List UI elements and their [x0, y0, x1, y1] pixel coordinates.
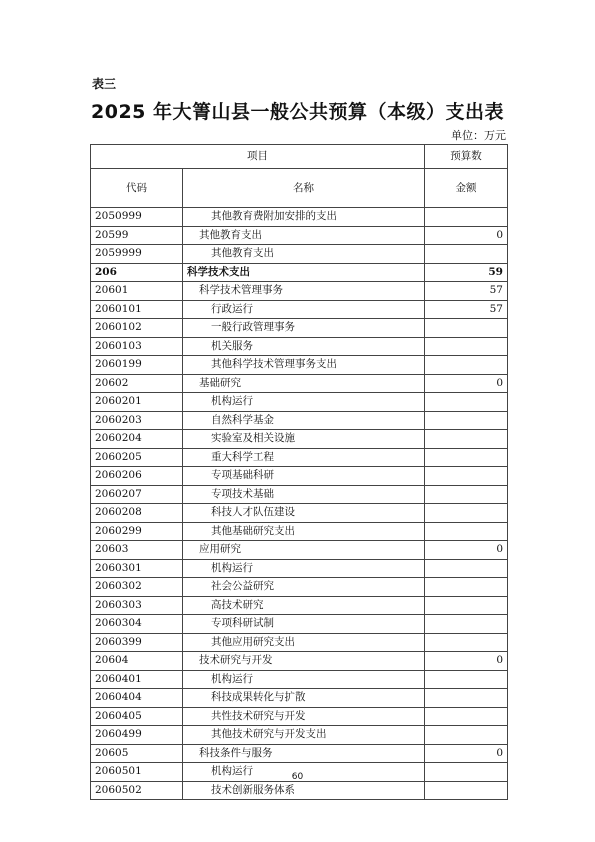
row-name: 行政运行 — [183, 300, 425, 319]
table-row — [91, 633, 508, 652]
row-name: 其他技术研究与开发支出 — [183, 726, 425, 745]
row-amount — [425, 467, 508, 486]
table-row — [91, 263, 508, 282]
row-amount — [425, 726, 508, 745]
table-row — [91, 652, 508, 671]
header-row-bottom — [91, 169, 508, 208]
row-amount — [425, 485, 508, 504]
row-name: 科学技术支出 — [183, 263, 425, 282]
row-amount — [425, 411, 508, 430]
row-name: 其他基础研究支出 — [183, 522, 425, 541]
table-row — [91, 670, 508, 689]
row-amount — [425, 596, 508, 615]
table-label: 表三 — [92, 77, 117, 91]
table-row — [91, 744, 508, 763]
row-code: 206 — [91, 263, 183, 282]
row-amount — [425, 430, 508, 449]
table-row — [91, 282, 508, 301]
row-code: 2060404 — [91, 689, 183, 708]
row-amount — [425, 578, 508, 597]
row-amount — [425, 393, 508, 412]
row-code: 20601 — [91, 282, 183, 301]
row-name: 机构运行 — [183, 763, 425, 782]
row-code: 2060405 — [91, 707, 183, 726]
row-name: 机构运行 — [183, 559, 425, 578]
row-code: 2060201 — [91, 393, 183, 412]
table-row — [91, 541, 508, 560]
row-name: 应用研究 — [183, 541, 425, 560]
row-name: 其他教育费附加安排的支出 — [183, 208, 425, 227]
row-amount — [425, 448, 508, 467]
row-name: 共性技术研究与开发 — [183, 707, 425, 726]
table-row — [91, 726, 508, 745]
table-row — [91, 485, 508, 504]
unit-label: 单位：万元 — [451, 129, 506, 142]
row-code: 2060501 — [91, 763, 183, 782]
row-name: 科学技术管理事务 — [183, 282, 425, 301]
row-amount: 0 — [425, 744, 508, 763]
row-name: 其他科学技术管理事务支出 — [183, 356, 425, 375]
row-code: 2060199 — [91, 356, 183, 375]
row-amount — [425, 707, 508, 726]
table-row — [91, 374, 508, 393]
row-amount: 0 — [425, 652, 508, 671]
table-row — [91, 393, 508, 412]
row-amount: 59 — [425, 263, 508, 282]
header-name: 名称 — [183, 169, 425, 208]
row-code: 2060304 — [91, 615, 183, 634]
table-row — [91, 467, 508, 486]
row-name: 其他教育支出 — [183, 245, 425, 264]
table-row — [91, 337, 508, 356]
table-row — [91, 559, 508, 578]
table-row — [91, 522, 508, 541]
row-amount — [425, 781, 508, 800]
row-code: 2060203 — [91, 411, 183, 430]
table-row — [91, 300, 508, 319]
row-code: 2060502 — [91, 781, 183, 800]
row-code: 2060299 — [91, 522, 183, 541]
row-amount — [425, 245, 508, 264]
row-amount — [425, 670, 508, 689]
row-name: 自然科学基金 — [183, 411, 425, 430]
row-amount — [425, 689, 508, 708]
row-name: 基础研究 — [183, 374, 425, 393]
row-code: 2060204 — [91, 430, 183, 449]
page-title: 2025 年大箐山县一般公共预算（本级）支出表 — [91, 101, 504, 123]
row-code: 20599 — [91, 226, 183, 245]
header-budget: 预算数 — [425, 145, 508, 169]
row-code: 2060207 — [91, 485, 183, 504]
table-row — [91, 208, 508, 227]
row-name: 技术研究与开发 — [183, 652, 425, 671]
table-row — [91, 245, 508, 264]
row-name: 科技条件与服务 — [183, 744, 425, 763]
row-code: 2060208 — [91, 504, 183, 523]
table-row — [91, 356, 508, 375]
table-row — [91, 578, 508, 597]
row-name: 专项科研试制 — [183, 615, 425, 634]
table-body — [91, 208, 508, 800]
row-amount — [425, 615, 508, 634]
row-amount — [425, 522, 508, 541]
row-code: 2060399 — [91, 633, 183, 652]
table-row — [91, 707, 508, 726]
row-code: 2060401 — [91, 670, 183, 689]
row-code: 2060499 — [91, 726, 183, 745]
row-name: 重大科学工程 — [183, 448, 425, 467]
header-code: 代码 — [91, 169, 183, 208]
row-name: 机构运行 — [183, 670, 425, 689]
header-project: 项目 — [91, 145, 425, 169]
table-row — [91, 430, 508, 449]
row-name: 科技成果转化与扩散 — [183, 689, 425, 708]
table-row — [91, 319, 508, 338]
row-code: 2060103 — [91, 337, 183, 356]
row-name: 机关服务 — [183, 337, 425, 356]
row-code: 2059999 — [91, 245, 183, 264]
table-row — [91, 615, 508, 634]
page-number: 60 — [291, 772, 304, 782]
row-amount: 0 — [425, 374, 508, 393]
row-code: 20604 — [91, 652, 183, 671]
row-name: 专项基础科研 — [183, 467, 425, 486]
row-code: 2060206 — [91, 467, 183, 486]
row-amount — [425, 356, 508, 375]
row-amount — [425, 208, 508, 227]
row-name: 专项技术基础 — [183, 485, 425, 504]
header-row-top — [91, 145, 508, 169]
table-row — [91, 781, 508, 800]
row-name: 实验室及相关设施 — [183, 430, 425, 449]
row-code: 2060102 — [91, 319, 183, 338]
row-name: 科技人才队伍建设 — [183, 504, 425, 523]
row-amount: 0 — [425, 226, 508, 245]
row-code: 2060302 — [91, 578, 183, 597]
row-amount — [425, 337, 508, 356]
header-amount: 金额 — [425, 169, 508, 208]
row-name: 社会公益研究 — [183, 578, 425, 597]
table-row — [91, 689, 508, 708]
row-code: 2050999 — [91, 208, 183, 227]
row-amount — [425, 504, 508, 523]
row-code: 20603 — [91, 541, 183, 560]
table-row — [91, 411, 508, 430]
row-code: 20602 — [91, 374, 183, 393]
table-row — [91, 448, 508, 467]
row-code: 2060101 — [91, 300, 183, 319]
row-amount: 0 — [425, 541, 508, 560]
row-name: 其他应用研究支出 — [183, 633, 425, 652]
table-row — [91, 504, 508, 523]
row-amount: 57 — [425, 282, 508, 301]
table-row — [91, 596, 508, 615]
row-name: 技术创新服务体系 — [183, 781, 425, 800]
row-name: 其他教育支出 — [183, 226, 425, 245]
row-amount — [425, 319, 508, 338]
table-row — [91, 226, 508, 245]
row-name: 高技术研究 — [183, 596, 425, 615]
budget-table — [90, 144, 508, 800]
row-amount: 57 — [425, 300, 508, 319]
row-code: 2060301 — [91, 559, 183, 578]
row-amount — [425, 559, 508, 578]
row-name: 一般行政管理事务 — [183, 319, 425, 338]
row-code: 2060303 — [91, 596, 183, 615]
row-code: 20605 — [91, 744, 183, 763]
row-amount — [425, 633, 508, 652]
row-code: 2060205 — [91, 448, 183, 467]
row-name: 机构运行 — [183, 393, 425, 412]
